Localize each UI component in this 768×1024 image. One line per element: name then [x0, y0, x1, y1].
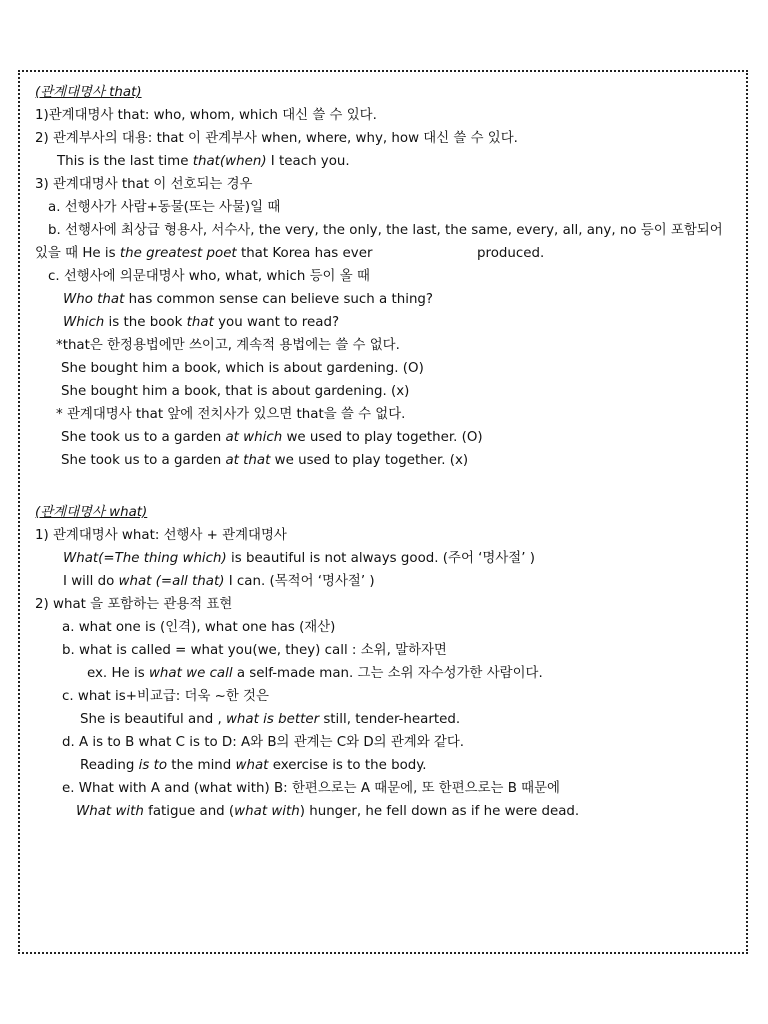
text-line: b. 선행사에 최상급 형용사, 서수사, the very, the only, the last, the same, every, all, any, no 등이 포함되어	[48, 223, 723, 238]
section-heading-that: (관계대명사 that)	[35, 85, 142, 100]
section-heading-what: (관계대명사 what)	[35, 505, 148, 520]
text-line: 2) what 을 포함하는 관용적 표현	[35, 597, 233, 612]
text-line: b. what is called = what you(we, they) call : 소위, 말하자면	[62, 643, 447, 658]
example-line: Who that has common sense can believe such a thing?	[63, 292, 434, 307]
example-line: I will do what (=all that) I can. (목적어 ‘명사절’ )	[63, 574, 375, 589]
text-line: e. What with A and (what with) B: 한편으로는 A 때문에, 또 한편으로는 B 때문에	[62, 781, 560, 796]
example-line: This is the last time that(when) I teach you.	[57, 154, 350, 169]
text-line: 2) 관계부사의 대용: that 이 관계부사 when, where, why, how 대신 쓸 수 있다.	[35, 131, 518, 146]
text-line: c. what is+비교급: 더욱 ~한 것은	[62, 689, 269, 704]
example-line: Which is the book that you want to read?	[63, 315, 340, 330]
example-line: She took us to a garden at which we used to play together. (O)	[61, 430, 483, 445]
example-line: Reading is to the mind what exercise is to the body.	[80, 758, 427, 773]
text-line: c. 선행사에 의문대명사 who, what, which 등이 올 때	[48, 269, 370, 284]
example-line: What with fatigue and (what with) hunger, he fell down as if he were dead.	[76, 804, 580, 819]
text-line: a. 선행사가 사람+동물(또는 사물)일 때	[48, 200, 281, 215]
text-line: 1) 관계대명사 what: 선행사 + 관계대명사	[35, 528, 287, 543]
example-line: She bought him a book, which is about gardening. (O)	[61, 361, 424, 376]
example-line: What(=The thing which) is beautiful is not always good. (주어 ‘명사절’ )	[63, 551, 535, 566]
note-line: * 관계대명사 that 앞에 전치사가 있으면 that을 쓸 수 없다.	[56, 407, 406, 422]
example-line: ex. He is what we call a self-made man. 그는 소위 자수성가한 사람이다.	[87, 666, 543, 681]
text-line: a. what one is (인격), what one has (재산)	[62, 620, 336, 635]
example-line: 있을 때 He is the greatest poet that Korea has ever	[35, 246, 373, 261]
text-line: 1)관계대명사 that: who, whom, which 대신 쓸 수 있다.	[35, 108, 377, 123]
text-line: produced.	[477, 246, 545, 261]
example-line: She bought him a book, that is about gardening. (x)	[61, 384, 410, 399]
example-line: She took us to a garden at that we used to play together. (x)	[61, 453, 469, 468]
example-line: She is beautiful and , what is better still, tender-hearted.	[80, 712, 461, 727]
text-line: 3) 관계대명사 that 이 선호되는 경우	[35, 177, 253, 192]
text-line: d. A is to B what C is to D: A와 B의 관계는 C와 D의 관계와 같다.	[62, 735, 465, 750]
note-line: *that은 한정용법에만 쓰이고, 계속적 용법에는 쓸 수 없다.	[56, 338, 400, 353]
